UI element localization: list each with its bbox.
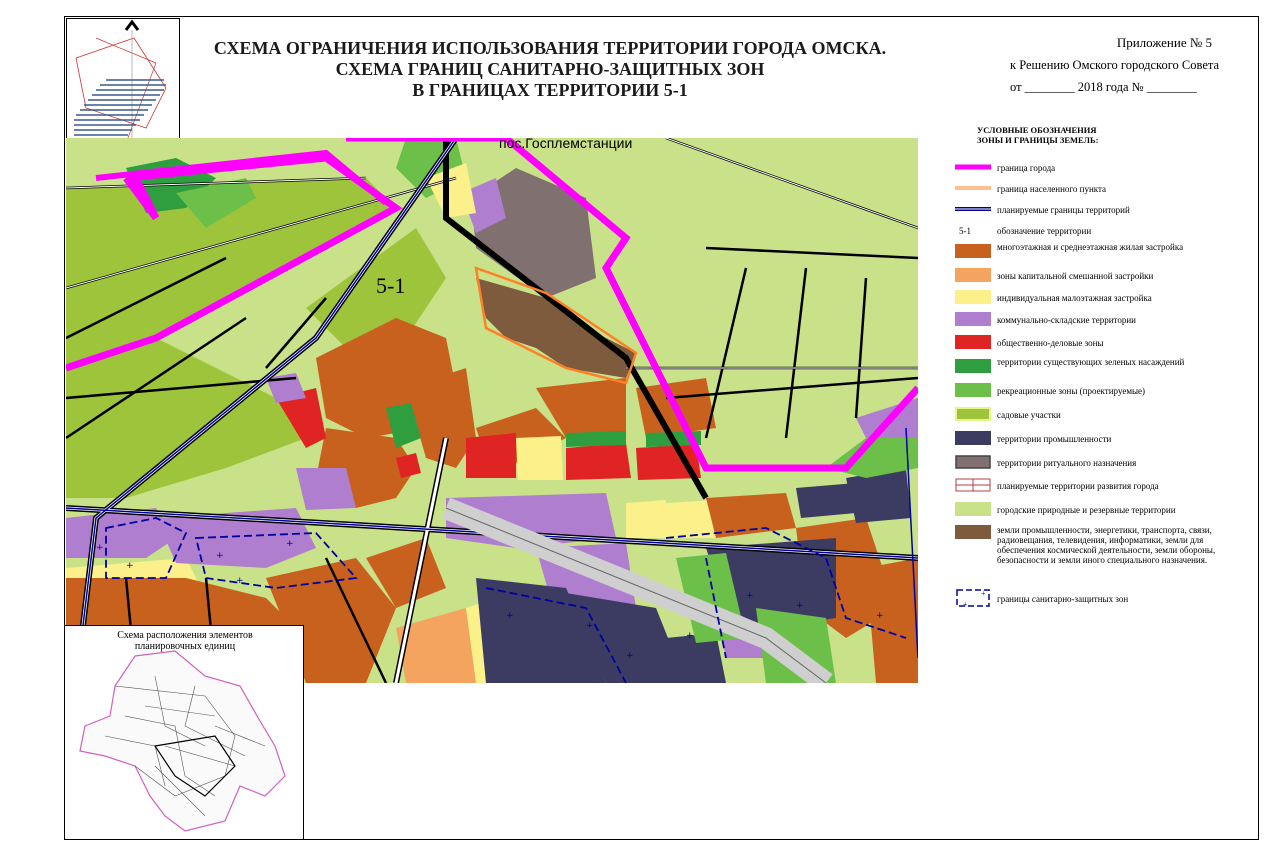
svg-text:+: +	[626, 651, 634, 661]
territory-label: 5-1	[376, 273, 406, 298]
planning-units-inset	[64, 625, 304, 840]
inset-map	[65, 626, 305, 841]
svg-text:+: +	[586, 621, 594, 631]
legend-heading-2: ЗОНЫ И ГРАНИЦЫ ЗЕМЕЛЬ:	[977, 135, 1099, 145]
svg-text:+: +	[686, 631, 694, 641]
svg-text:+: +	[96, 543, 104, 553]
appendix-date: от ________ 2018 года № ________	[1010, 80, 1197, 94]
inset-title: Схема расположения элементов планировочных единиц	[117, 630, 253, 652]
map-canvas	[66, 138, 918, 683]
title-line-1: СХЕМА ОГРАНИЧЕНИЯ ИСПОЛЬЗОВАНИЯ ТЕРРИТОРИИ ГОРОДА ОМСКА.	[213, 38, 887, 58]
legend-heading-1: УСЛОВНЫЕ ОБОЗНАЧЕНИЯ	[977, 125, 1097, 135]
map-title	[190, 38, 910, 101]
orientation-diagram	[66, 18, 180, 158]
svg-text:+: +	[876, 611, 884, 621]
title-line-3: В ГРАНИЦАХ ТЕРРИТОРИИ 5-1	[412, 80, 688, 100]
legend-heading	[977, 125, 1235, 145]
svg-text:+: +	[286, 539, 294, 549]
svg-text:+: +	[506, 611, 514, 621]
svg-text:+: +	[981, 589, 986, 598]
appendix-decision: к Решению Омского городского Совета	[1010, 58, 1220, 72]
svg-text:+: +	[126, 561, 134, 571]
svg-text:+: +	[796, 601, 804, 611]
svg-text:+: +	[746, 591, 754, 601]
svg-text:+: +	[236, 576, 244, 586]
appendix-block	[1000, 32, 1240, 98]
appendix-number: Приложение № 5	[1116, 35, 1212, 50]
map-legend: УСЛОВНЫЕ ОБОЗНАЧЕНИЯ ЗОНЫ И ГРАНИЦЫ ЗЕМЕЛЬ: граница города граница населенного пункта планируемые границы территорий 5-1 обозначение территории многоэтажная и среднеэтажная жилая застройка зоны капитальной смешанной застройки индивидуальная малоэтажная застройка коммунально-складские территории общественно-деловые зоны территории существующих зеленых насаждений рекреационные зоны (проектируемые) садовые участки территории промышленности территории ритуального назначения планируемые территории развития города городские природные и резервные территории земли промышленности, энергетики, транспорта, связи, радиовещания, телевидения, информатики, земли для обеспечения космической деятельности, земли обороны, безопасности и земли иного специального назначения. + + границы санитарно-защитных зон	[955, 125, 1235, 159]
svg-text:+: +	[216, 551, 224, 561]
svg-text:+: +	[963, 600, 968, 609]
settlement-label: пос.Госплемстанции	[499, 138, 633, 151]
title-line-2: СХЕМА ГРАНИЦ САНИТАРНО-ЗАЩИТНЫХ ЗОН	[335, 59, 765, 79]
main-map[interactable]	[66, 138, 918, 683]
